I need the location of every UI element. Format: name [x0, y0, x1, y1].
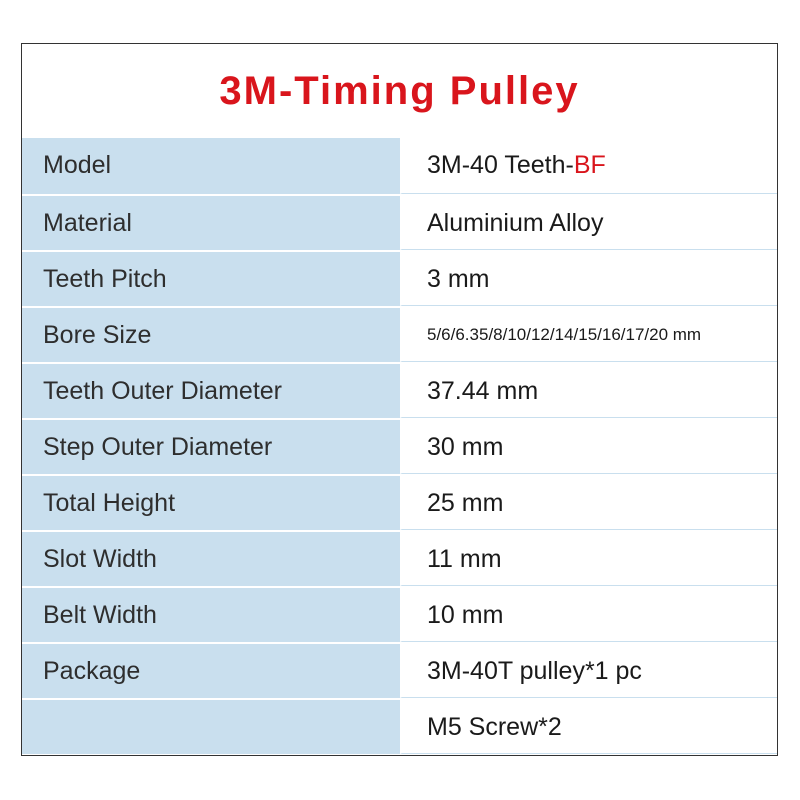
- row-value: 3M-40T pulley*1 pc: [400, 644, 777, 698]
- spec-table: [22, 138, 777, 754]
- row-value: 30 mm: [400, 420, 777, 474]
- row-label: Teeth Outer Diameter: [22, 364, 400, 418]
- row-label: Teeth Pitch: [22, 252, 400, 306]
- row-value: 10 mm: [400, 588, 777, 642]
- table-row-step-outer-diameter: [22, 418, 777, 474]
- row-label: Model: [22, 138, 400, 194]
- row-value: M5 Screw*2: [400, 700, 777, 754]
- row-value: 3 mm: [400, 252, 777, 306]
- table-row-teeth-outer-diameter: [22, 362, 777, 418]
- table-row-teeth-pitch: [22, 250, 777, 306]
- model-value: 3M-40 Teeth-: [427, 151, 574, 179]
- row-value: 37.44 mm: [400, 364, 777, 418]
- row-label: [22, 700, 400, 754]
- row-label: Step Outer Diameter: [22, 420, 400, 474]
- table-row-package-extra: [22, 698, 777, 754]
- row-label: Slot Width: [22, 532, 400, 586]
- row-value: 11 mm: [400, 532, 777, 586]
- spec-card: [21, 43, 778, 756]
- row-value: 25 mm: [400, 476, 777, 530]
- table-row-model: [22, 138, 777, 194]
- model-suffix: BF: [573, 151, 606, 179]
- row-label: Total Height: [22, 476, 400, 530]
- row-label: Material: [22, 196, 400, 250]
- page-title: 3M-Timing Pulley: [219, 69, 580, 113]
- row-label: Belt Width: [22, 588, 400, 642]
- row-label: Package: [22, 644, 400, 698]
- row-label: Bore Size: [22, 308, 400, 362]
- row-value: Aluminium Alloy: [400, 196, 777, 250]
- table-row-material: [22, 194, 777, 250]
- table-row-slot-width: [22, 530, 777, 586]
- table-row-bore-size: [22, 306, 777, 362]
- table-row-package: [22, 642, 777, 698]
- table-row-total-height: [22, 474, 777, 530]
- table-row-belt-width: [22, 586, 777, 642]
- row-value: 5/6/6.35/8/10/12/14/15/16/17/20 mm: [400, 308, 777, 362]
- row-value: [400, 138, 777, 194]
